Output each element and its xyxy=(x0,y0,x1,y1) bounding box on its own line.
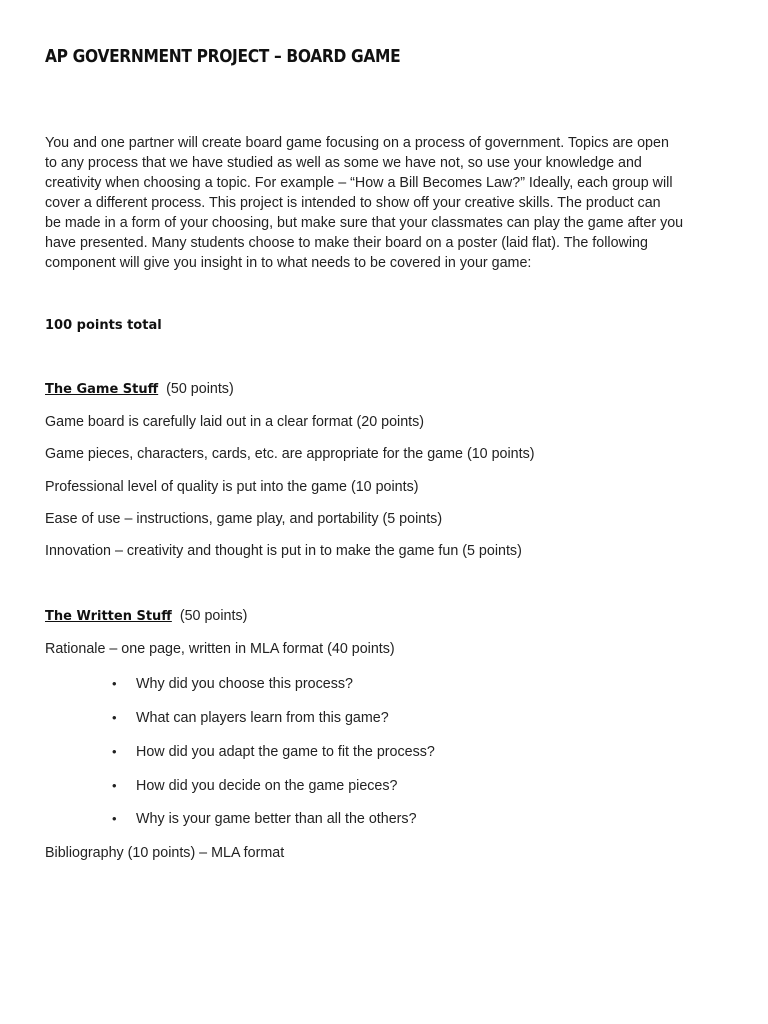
written-stuff-points: (50 points) xyxy=(179,608,248,624)
intro-line: cover a different process. This project is intended to show off your creative skills. The product can xyxy=(45,195,661,211)
question-text: How did you decide on the game pieces? xyxy=(136,778,398,794)
question-text: Why is your game better than all the others? xyxy=(136,811,417,827)
question-item xyxy=(112,744,435,760)
game-stuff-item: Innovation – creativity and thought is put in to make the game fun (5 points) xyxy=(45,543,522,559)
intro-line: be made in a form of your choosing, but make sure that your classmates can play the game after you xyxy=(45,215,684,231)
question-item xyxy=(112,778,397,794)
question-text: What can players learn from this game? xyxy=(136,710,389,726)
game-stuff-title: The Game Stuff xyxy=(45,382,159,397)
game-stuff-item: Ease of use – instructions, game play, and portability (5 points) xyxy=(45,511,443,527)
intro-line: You and one partner will create board game focusing on a process of government. Topics are open xyxy=(45,135,669,151)
game-stuff-item: Game pieces, characters, cards, etc. are appropriate for the game (10 points) xyxy=(45,446,535,462)
document-title: AP GOVERNMENT PROJECT – BOARD GAME xyxy=(45,46,401,67)
rationale-line: Rationale – one page, written in MLA format (40 points) xyxy=(45,641,395,657)
bullet-icon: • xyxy=(112,744,117,759)
bullet-icon: • xyxy=(112,811,117,826)
question-item xyxy=(112,676,353,692)
points-total: 100 points total xyxy=(45,318,162,333)
question-text: How did you adapt the game to fit the process? xyxy=(136,744,435,760)
bibliography-line: Bibliography (10 points) – MLA format xyxy=(45,845,285,861)
game-stuff-heading xyxy=(45,381,234,397)
written-stuff-title: The Written Stuff xyxy=(45,609,172,624)
intro-paragraph xyxy=(45,133,735,273)
game-stuff-item: Professional level of quality is put into the game (10 points) xyxy=(45,479,419,495)
question-item xyxy=(112,811,417,827)
intro-line: component will give you insight in to what needs to be covered in your game: xyxy=(45,255,532,271)
written-stuff-heading xyxy=(45,608,247,624)
intro-line: creativity when choosing a topic. For example – “How a Bill Becomes Law?” Ideally, each group will xyxy=(45,175,673,191)
question-item xyxy=(112,710,389,726)
bullet-icon: • xyxy=(112,778,117,793)
bullet-icon: • xyxy=(112,676,117,691)
intro-line: have presented. Many students choose to make their board on a poster (laid flat). The following xyxy=(45,235,648,251)
intro-line: to any process that we have studied as well as some we have not, so use your knowledge and xyxy=(45,155,642,171)
question-text: Why did you choose this process? xyxy=(136,676,353,692)
game-stuff-points: (50 points) xyxy=(166,381,234,397)
game-stuff-item: Game board is carefully laid out in a clear format (20 points) xyxy=(45,414,425,430)
bullet-icon: • xyxy=(112,710,117,725)
